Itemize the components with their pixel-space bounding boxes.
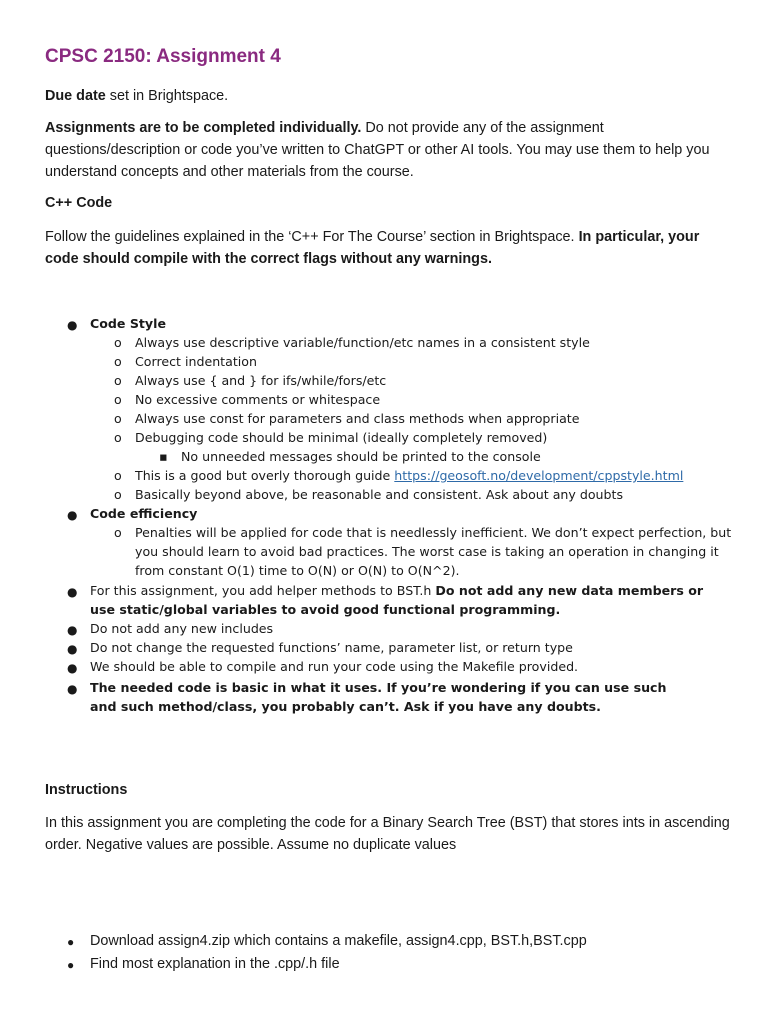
code-style-item: Code Style	[90, 316, 166, 331]
list-item: Debugging code should be minimal (ideally completely removed)	[135, 430, 548, 445]
circle-bullet-icon: o	[114, 525, 122, 540]
list-item: Correct indentation	[135, 354, 257, 369]
cppstyle-link[interactable]: https://geosoft.no/development/cppstyle.html	[394, 468, 684, 483]
instructions-heading: Instructions	[45, 782, 128, 798]
helper-text: For this assignment, you add helper methods to BST.h	[90, 583, 436, 598]
list-item: No excessive comments or whitespace	[135, 392, 381, 407]
bullet-icon: ●	[67, 318, 78, 332]
circle-bullet-icon: o	[114, 430, 122, 445]
guide-text: This is a good but overly thorough guide	[135, 468, 395, 483]
helper-bold: Do not add any new data members or use static/global variables to avoid good functional programming.	[90, 583, 704, 618]
list-item-sub: No unneeded messages should be printed to the console	[181, 449, 541, 464]
circle-bullet-icon: o	[114, 335, 122, 350]
bullet-icon: ●	[67, 642, 78, 656]
individual-text: Do not provide any of the assignment questions/description or code you’ve written to ChatGPT or other AI tools. You may use them to help you understand concepts and other materials from the course.	[45, 120, 710, 180]
list-item: Find most explanation in the .cpp/.h file	[90, 956, 340, 972]
bullet-icon: ●	[67, 682, 78, 696]
list-item: Download assign4.zip which contains a makefile, assign4.cpp, BST.h,BST.cpp	[90, 933, 587, 949]
list-item: Do not add any new includes	[90, 621, 274, 636]
cpp-code-heading: C++ Code	[45, 195, 113, 211]
bullet-icon: ●	[67, 935, 75, 949]
instructions-paragraph: In this assignment you are completing the code for a Binary Search Tree (BST) that stores ints in ascending order. Negative values are possible. Assume no duplicate values	[45, 815, 730, 853]
efficiency-text: Penalties will be applied for code that is needlessly inefficient. We don’t expect perfection, but you should learn to avoid bad practices. The worst case is taking an operation in changing it from constant O(1) time to O(N) or O(N) to O(N^2).	[135, 525, 732, 579]
list-item: Always use const for parameters and class methods when appropriate	[135, 411, 580, 426]
due-date-text: set in Brightspace.	[105, 88, 229, 104]
square-bullet-icon: ▪	[159, 449, 168, 464]
circle-bullet-icon: o	[114, 392, 122, 407]
bullet-icon: ●	[67, 661, 78, 675]
page-title: CPSC 2150: Assignment 4	[45, 46, 281, 67]
list-item: Always use { and } for ifs/while/fors/etc	[135, 373, 387, 388]
bullet-icon: ●	[67, 585, 78, 599]
bullet-icon: ●	[67, 958, 75, 972]
list-item: Basically beyond above, be reasonable and consistent. Ask about any doubts	[135, 487, 624, 502]
bullet-icon: ●	[67, 623, 78, 637]
circle-bullet-icon: o	[114, 373, 122, 388]
due-date-label: Due date	[45, 88, 106, 104]
individual-bold: Assignments are to be completed individually.	[45, 120, 362, 136]
circle-bullet-icon: o	[114, 354, 122, 369]
guidelines-text: Follow the guidelines explained in the ‘C++ For The Course’ section in Brightspace.	[45, 229, 579, 245]
list-item: Always use descriptive variable/function/etc names in a consistent style	[135, 335, 590, 350]
circle-bullet-icon: o	[114, 411, 122, 426]
circle-bullet-icon: o	[114, 487, 122, 502]
list-item: We should be able to compile and run your code using the Makefile provided.	[90, 659, 579, 674]
basic-code-item: The needed code is basic in what it uses. If you’re wondering if you can use such and such method/class, you probably can’t. Ask if you have any doubts.	[90, 680, 667, 715]
circle-bullet-icon: o	[114, 468, 122, 483]
bullet-icon: ●	[67, 508, 78, 522]
code-efficiency-item: Code efficiency	[90, 506, 198, 521]
list-item: Do not change the requested functions’ name, parameter list, or return type	[90, 640, 573, 655]
guidelines-bold: In particular, your code should compile with the correct flags without any warnings.	[45, 229, 700, 267]
